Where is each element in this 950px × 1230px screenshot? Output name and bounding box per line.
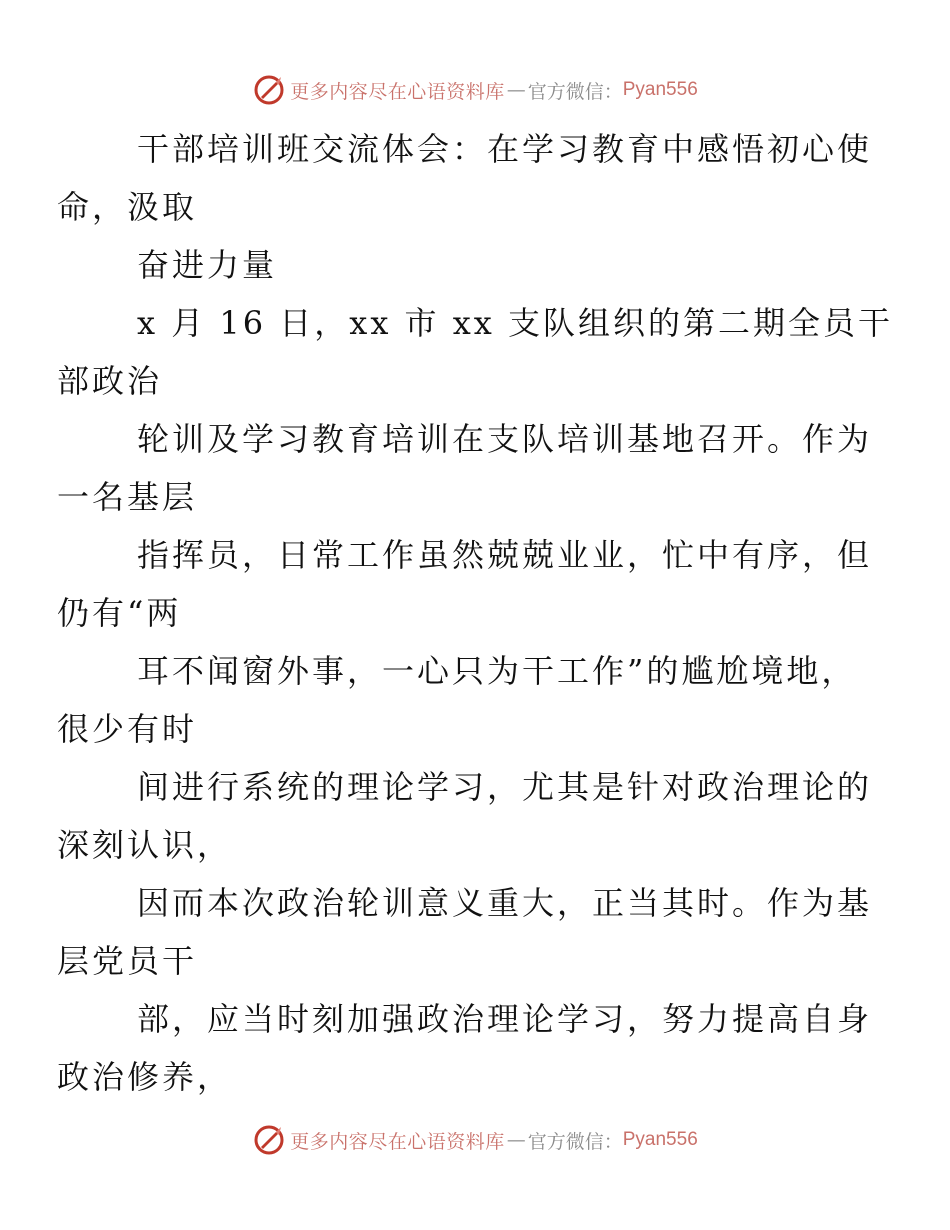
quill-logo-icon [252,1123,286,1157]
document-body [57,120,893,1106]
line-wrap-text: 一名基层 [57,478,198,516]
line-wrap-text: 命，汲取 [57,188,198,226]
paragraph-line [57,758,877,874]
line-wrap-text: 很少有时 [57,710,198,748]
line-wrap-text: 仍有“两 [57,594,182,632]
line-wrap-text: 层党员干 [57,942,198,980]
quill-logo-icon [252,73,286,107]
footer-watermark [0,1120,950,1160]
line-text: 指挥员，日常工作虽然兢兢业业，忙中有序，但 [137,536,873,574]
line-text: x 月 16 日，xx 市 xx 支队组织的第二期全员干 [137,304,893,342]
watermark-brand: 更多内容尽在心语资料库 [290,1130,505,1153]
line-text: 因而本次政治轮训意义重大，正当其时。作为基 [137,884,873,922]
line-wrap-text: 深刻认识， [57,826,233,864]
paragraph-line [57,990,877,1106]
watermark-separator: — [506,1129,526,1151]
paragraph-line [97,236,877,294]
watermark-separator: — [506,79,526,101]
watermark-account: Pyan556 [622,79,698,100]
line-wrap-text: 部政治 [57,362,163,400]
line-text: 干部培训班交流体会：在学习教育中感悟初心使 [137,130,873,168]
watermark-label: 官方微信： [527,1130,623,1153]
watermark-account: Pyan556 [622,1129,698,1150]
line-text: 轮训及学习教育培训在支队培训基地召开。作为 [137,420,873,458]
line-text: 部，应当时刻加强政治理论学习，努力提高自身 [137,1000,873,1038]
paragraph-line [57,120,877,236]
watermark-brand: 更多内容尽在心语资料库 [290,80,505,103]
paragraph-line [57,410,877,526]
paragraph-line [57,874,877,990]
line-wrap-text: 政治修养， [57,1058,233,1096]
watermark-label: 官方微信： [527,80,623,103]
header-watermark [0,70,950,110]
line-text: 间进行系统的理论学习，尤其是针对政治理论的 [137,768,873,806]
paragraph-line [57,526,877,642]
paragraph-line [57,294,893,410]
line-text: 奋进力量 [137,246,278,284]
paragraph-line [57,642,877,758]
line-text: 耳不闻窗外事，一心只为干工作”的尴尬境地， [137,652,857,690]
